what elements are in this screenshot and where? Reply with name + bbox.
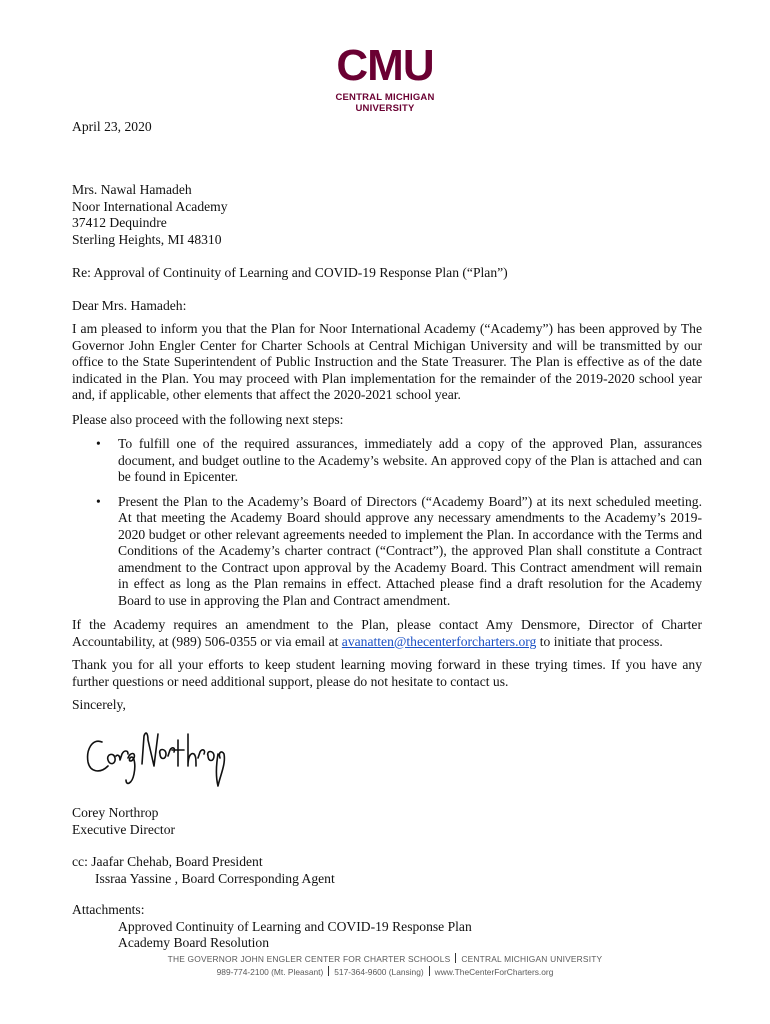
next-steps-list bbox=[72, 436, 702, 609]
footer-separator bbox=[328, 966, 329, 976]
contact-text-end: to initiate that process. bbox=[536, 633, 663, 649]
cmu-logo bbox=[330, 41, 440, 114]
logo-line2: UNIVERSITY bbox=[355, 103, 415, 114]
recipient-line: Sterling Heights, MI 48310 bbox=[72, 231, 222, 247]
bullet-icon: • bbox=[96, 493, 101, 509]
signer-block bbox=[72, 805, 702, 838]
paragraph-next-steps: Please also proceed with the following next steps: bbox=[72, 412, 344, 427]
email-link[interactable]: avanatten@thecenterforcharters.org bbox=[341, 633, 537, 649]
signer-title: Executive Director bbox=[72, 821, 176, 837]
attachment-item: Academy Board Resolution bbox=[118, 935, 270, 950]
letter-date: April 23, 2020 bbox=[72, 119, 152, 134]
footer-phone-mt-pleasant: 989-774-2100 (Mt. Pleasant) bbox=[216, 967, 324, 977]
footer-website[interactable]: www.TheCenterForCharters.org bbox=[434, 967, 554, 977]
footer-separator bbox=[455, 953, 456, 963]
list-item bbox=[72, 436, 702, 486]
footer-separator bbox=[429, 966, 430, 976]
signer-name: Corey Northrop bbox=[72, 805, 159, 820]
cc-block bbox=[72, 854, 702, 887]
cc-line: Issraa Yassine , Board Corresponding Agent bbox=[95, 870, 335, 886]
attachments-label: Attachments: bbox=[72, 902, 145, 917]
footer-university: CENTRAL MICHIGAN UNIVERSITY bbox=[461, 954, 603, 964]
cc-line: cc: Jaafar Chehab, Board President bbox=[72, 854, 263, 869]
recipient-line: Noor International Academy bbox=[72, 198, 228, 214]
recipient-address bbox=[72, 182, 702, 248]
salutation: Dear Mrs. Hamadeh: bbox=[72, 298, 187, 313]
attachments-block bbox=[72, 902, 702, 952]
footer-line1 bbox=[0, 953, 770, 965]
list-item-text: Present the Plan to the Academy’s Board of Directors (“Academy Board”) at its next scheduled meeting. At that meeting the Academy Board should approve any necessary amendments to the Academy’s 2019-2020 budget or other relevant agreements needed to implement the Plan. In accordance with the Terms and Conditions of the Academy’s charter contract (“Contract”), the approved Plan shall constitute a Contract amendment to the Contract upon approval by the Academy Board. This Contract amendment will remain in effect as long as the Plan remains in effect. Attached please find a draft resolution for the Academy Board to use in approving the Plan and Contract amendment. bbox=[118, 493, 702, 608]
list-item bbox=[72, 494, 702, 610]
footer-line2 bbox=[0, 966, 770, 978]
list-item-text: To fulfill one of the required assurances, immediately add a copy of the approved Plan, assurances document, and budget outline to the Academy’s website. An approved copy of the Plan is attached and can be found in Epicenter. bbox=[118, 436, 702, 484]
re-line: Re: Approval of Continuity of Learning and COVID-19 Response Plan (“Plan”) bbox=[72, 265, 508, 280]
footer-phone-lansing: 517-364-9600 (Lansing) bbox=[334, 967, 424, 977]
logo-mark: CMU bbox=[336, 41, 434, 90]
logo-line1: CENTRAL MICHIGAN bbox=[335, 92, 435, 103]
recipient-line: 37412 Dequindre bbox=[72, 215, 167, 230]
signature-image bbox=[84, 720, 234, 792]
paragraph-thanks: Thank you for all your efforts to keep student learning moving forward in these trying times. If you have any further questions or need additional support, please do not hesitate to contact us. bbox=[72, 657, 702, 689]
paragraph-contact bbox=[72, 617, 702, 650]
recipient-line: Mrs. Nawal Hamadeh bbox=[72, 182, 192, 197]
paragraph-approval: I am pleased to inform you that the Plan for Noor International Academy (“Academy”) has been approved by The Governor John Engler Center for Charter Schools at Central Michigan University and will be transmitted by our office to the State Superintendent of Public Instruction and the State Treasurer. The Plan is effective as of the date indicated in the Plan. You may proceed with Plan implementation for the remainder of the 2019-2020 school year and, if applicable, other elements that affect the 2020-2021 school year. bbox=[72, 321, 702, 402]
closing: Sincerely, bbox=[72, 697, 126, 712]
contact-text: If the Academy requires an amendment to the Plan, please contact Amy Densmore, Director of Charter Accountability, at (989) 506-0355 or via email at bbox=[72, 617, 702, 649]
bullet-icon: • bbox=[96, 436, 101, 451]
attachment-item: Approved Continuity of Learning and COVID-19 Response Plan bbox=[118, 918, 472, 934]
footer-center-name: THE GOVERNOR JOHN ENGLER CENTER FOR CHARTER SCHOOLS bbox=[167, 954, 451, 964]
